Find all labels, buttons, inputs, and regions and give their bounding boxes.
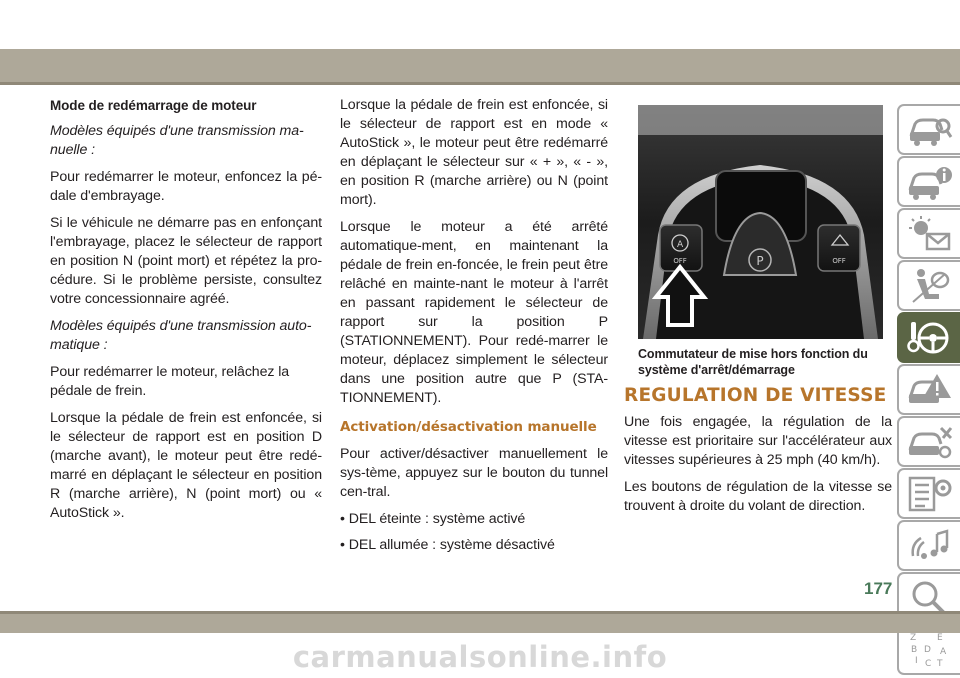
header-bar [0, 49, 960, 85]
restart-mode-heading: Mode de redémarrage de moteur [50, 98, 257, 113]
paragraph: Pour redémarrer le moteur, relâchez la pédale de frein. [50, 364, 290, 399]
paragraph: Lorsque la pédale de frein est enfoncée, si le sélecteur de rapport est en mode « AutoStick », le moteur peut être redémarré en déplaçant le sélecteur sur « + », « - », en position R (marche arrière) ou N (point mort). [340, 97, 608, 208]
paragraph: Les boutons de régulation de la vitesse se trouvent à droite du volant de direction. [624, 479, 892, 514]
steering-wheel-key-icon[interactable] [897, 312, 960, 363]
paragraph: Lorsque la pédale de frein est enfoncée, si le sélecteur de rapport est en position D (marche avant), le moteur peut être redé-marré en déplaçant le sélecteur en position R (marche arrière), N (point mort) ou « AutoStick ». [50, 410, 322, 521]
page-number: 177 [864, 579, 893, 598]
paragraph: Si le véhicule ne démarre pas en enfonçant l'embrayage, placez le sélecteur de rapport en position N (point mort) et répétez la pro-cédure. Si le problème persiste, consultez votre concessionnaire agréé. [50, 215, 322, 307]
bullet-item: • DEL éteinte : système activé [340, 511, 526, 527]
column-right [624, 96, 892, 524]
manual-activation-heading: Activation/désactivation manuelle [340, 419, 597, 435]
column-middle [340, 96, 608, 562]
column-left [50, 96, 322, 531]
index-letter: B [910, 644, 917, 655]
bullet-item: • DEL allumée : système désactivé [340, 537, 555, 553]
warning-light-message-icon[interactable] [897, 208, 960, 259]
center-console-illustration [638, 105, 883, 339]
media-music-icon[interactable] [897, 520, 960, 571]
caption-line: système d'arrêt/démarrage [638, 363, 795, 377]
off-label: OFF [673, 257, 687, 265]
index-letter: I [914, 655, 918, 666]
paragraph: Lorsque le moteur a été arrêté automatique-ment, en maintenant la pédale de frein en-foncée, le frein peut être relâché en mainte-nant le moteur à l'arrêt en passant rapidement le sélecteur de rapport sur la position P (STATIONNEMENT). Pour redé-marrer le moteur, déplacez simplement le sélecteur dans une position autre que P (STA-TIONNEMENT). [340, 219, 608, 406]
off-label: OFF [832, 257, 846, 265]
footer-bar [0, 611, 960, 633]
header-bar-rule [0, 82, 960, 85]
watermark: carmanualsonline.info [292, 640, 668, 674]
car-info-icon[interactable] [897, 156, 960, 207]
car-warning-icon[interactable] [897, 364, 960, 415]
checklist-gear-icon[interactable] [897, 468, 960, 519]
automatic-transmission-heading: Modèles équipés d'une transmission auto-matique : [50, 318, 312, 353]
paragraph: Pour redémarrer le moteur, enfoncez la pé-dale d'embrayage. [50, 169, 322, 204]
index-letter: Z [909, 632, 916, 643]
auto-stop-symbol: A [676, 240, 684, 250]
paragraph: Pour activer/désactiver manuellement le sys-tème, appuyez sur le bouton du tunnel cen-tral. [340, 446, 608, 500]
car-magnifier-icon[interactable] [897, 104, 960, 155]
car-tools-icon[interactable] [897, 416, 960, 467]
caption-line: Commutateur de mise hors fonction du [638, 347, 868, 361]
index-letter: T [936, 658, 942, 669]
section-title: REGULATION DE VITESSE [624, 385, 887, 406]
index-letter: C [924, 658, 931, 669]
chapter-tabs [897, 104, 960, 676]
index-letter: E [936, 632, 943, 643]
manual-transmission-heading: Modèles équipés d'une transmission ma-nuelle : [50, 123, 304, 158]
photo-caption [638, 346, 883, 378]
paragraph: Une fois engagée, la régulation de la vitesse est prioritaire sur l'accélérateur aux vitesses supérieures à 25 mph (40 km/h). [624, 414, 892, 468]
svg-text:P: P [756, 254, 764, 268]
index-letter: A [939, 646, 946, 657]
index-letter: D [923, 644, 931, 655]
footer-bar-rule [0, 611, 960, 614]
seat-airbag-icon[interactable] [897, 260, 960, 311]
start-stop-switch-photo [638, 105, 883, 339]
